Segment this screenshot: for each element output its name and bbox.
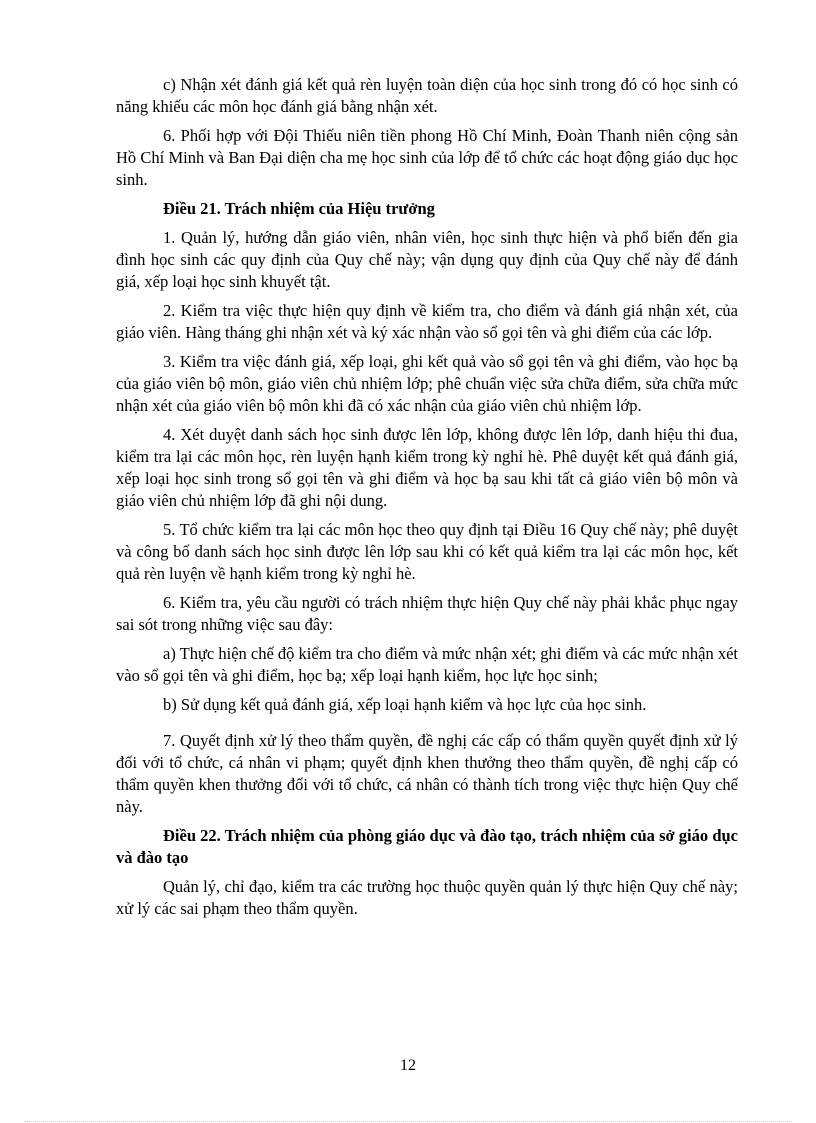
paragraph: 6. Phối hợp với Đội Thiếu niên tiền phong Hồ Chí Minh, Đoàn Thanh niên cộng sản Hồ Chí Minh và Ban Đại diện cha mẹ học sinh của lớp để tổ chức các hoạt động giáo dục học sinh.: [116, 126, 738, 189]
paragraph: c) Nhận xét đánh giá kết quả rèn luyện toàn diện của học sinh trong đó có học sinh có năng khiếu các môn học đánh giá bằng nhận xét.: [116, 75, 738, 116]
paragraph: 2. Kiểm tra việc thực hiện quy định về kiểm tra, cho điểm và đánh giá nhận xét, của giáo viên. Hàng tháng ghi nhận xét và ký xác nhận vào sổ gọi tên và ghi điểm của các lớp.: [116, 301, 738, 342]
page-bottom-divider: [24, 1121, 792, 1122]
paragraph: 6. Kiểm tra, yêu cầu người có trách nhiệm thực hiện Quy chế này phải khắc phục ngay sai sót trong những việc sau đây:: [116, 593, 738, 634]
page-number: 12: [400, 1057, 416, 1074]
paragraph: b) Sử dụng kết quả đánh giá, xếp loại hạnh kiểm và học lực của học sinh.: [163, 695, 647, 714]
article-heading: Điều 22. Trách nhiệm của phòng giáo dục và đào tạo, trách nhiệm của sở giáo dục và đào tạo: [116, 826, 738, 867]
document-body: [116, 74, 738, 927]
article-heading: Điều 21. Trách nhiệm của Hiệu trưởng: [163, 199, 435, 218]
paragraph: 7. Quyết định xử lý theo thẩm quyền, đề nghị các cấp có thẩm quyền quyết định xử lý đối với tổ chức, cá nhân vi phạm; quyết định khen thưởng theo thẩm quyền, đề nghị cấp có thẩm quyền khen thưởng đối với tổ chức, cá nhân có thành tích trong việc thực hiện Quy chế này.: [116, 731, 738, 816]
paragraph: 5. Tổ chức kiểm tra lại các môn học theo quy định tại Điều 16 Quy chế này; phê duyệt và công bố danh sách học sinh được lên lớp sau khi có kết quả kiểm tra lại các môn học, kết quả rèn luyện về hạnh kiểm trong kỳ nghỉ hè.: [116, 520, 738, 583]
paragraph: 4. Xét duyệt danh sách học sinh được lên lớp, không được lên lớp, danh hiệu thi đua, kiểm tra lại các môn học, rèn luyện hạnh kiểm trong kỳ nghỉ hè. Phê duyệt kết quả đánh giá, xếp loại học sinh trong sổ gọi tên và ghi điểm và học bạ sau khi tất cả giáo viên bộ môn và giáo viên chủ nhiệm lớp đã ghi nội dung.: [116, 425, 738, 510]
paragraph: Quản lý, chỉ đạo, kiểm tra các trường học thuộc quyền quản lý thực hiện Quy chế này; xử lý các sai phạm theo thẩm quyền.: [116, 877, 738, 918]
paragraph: a) Thực hiện chế độ kiểm tra cho điểm và mức nhận xét; ghi điểm và các mức nhận xét vào sổ gọi tên và ghi điểm, học bạ; xếp loại hạnh kiểm, học lực học sinh;: [116, 644, 738, 685]
paragraph: 3. Kiểm tra việc đánh giá, xếp loại, ghi kết quả vào sổ gọi tên và ghi điểm, vào học bạ của giáo viên bộ môn, giáo viên chủ nhiệm lớp; phê chuẩn việc sửa chữa điểm, sửa chữa mức nhận xét của giáo viên bộ môn khi đã có xác nhận của giáo viên chủ nhiệm lớp.: [116, 352, 738, 415]
paragraph: 1. Quản lý, hướng dẫn giáo viên, nhân viên, học sinh thực hiện và phổ biến đến gia đình học sinh các quy định của Quy chế này; vận dụng quy định của Quy chế này để đánh giá, xếp loại học sinh khuyết tật.: [116, 228, 738, 291]
